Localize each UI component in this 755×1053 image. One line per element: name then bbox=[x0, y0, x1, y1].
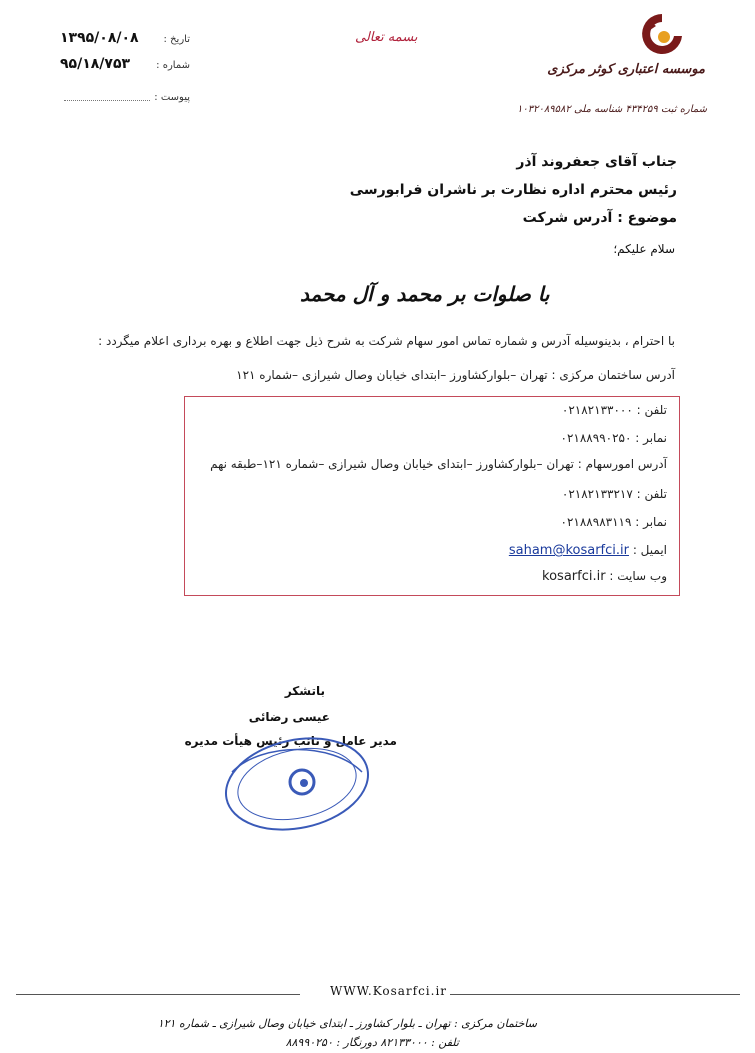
bismillah: بسمه تعالی bbox=[355, 30, 418, 45]
attachment-row bbox=[60, 90, 190, 108]
contact-box bbox=[184, 396, 680, 596]
hq-address: آدرس ساختمان مرکزی : تهران –بلوارکشاورز –ابتدای خیابان وصال شیرازی –شماره ۱۲۱ bbox=[236, 368, 675, 382]
footer-rule-right bbox=[450, 994, 740, 995]
thanks: باتشکر bbox=[284, 684, 325, 698]
footer-phones: تلفن : ۸۲۱۳۳۰۰۰ دورنگار : ۸۸۹۹۰۲۵۰ bbox=[285, 1036, 459, 1049]
footer-address: ساختمان مرکزی : تهران ـ بلوار کشاورز ـ ابتدای خیابان وصال شیرازی ـ شماره ۱۲۱ bbox=[157, 1017, 537, 1030]
addressee-title: رئیس محترم اداره نظارت بر ناشران فرابورسی bbox=[349, 182, 677, 198]
subject: موضوع : آدرس شرکت bbox=[522, 210, 677, 226]
footer-rule-left bbox=[16, 994, 300, 995]
attachment-label: پیوست : bbox=[154, 92, 190, 103]
number-row bbox=[60, 58, 190, 76]
footer-url: WWW.Kosarfci.ir bbox=[330, 984, 448, 998]
intro-paragraph: با احترام ، بدینوسیله آدرس و شماره تماس امور سهام شرکت به شرح ذیل جهت اطلاع و بهره برداری اعلام میگردد : bbox=[98, 334, 675, 348]
salawat: با صلوات بر محمد و آل محمد bbox=[300, 282, 550, 306]
email-link[interactable]: saham@kosarfci.ir bbox=[508, 543, 629, 558]
website-text: kosarfci.ir bbox=[542, 569, 606, 584]
date-label: تاریخ : bbox=[163, 34, 190, 45]
website-label: وب سایت : bbox=[609, 569, 667, 583]
phone-2: تلفن : ۰۲۱۸۲۱۳۳۲۱۷ bbox=[561, 487, 667, 501]
fax-1: نمابر : ۰۲۱۸۸۹۹۰۲۵۰ bbox=[560, 431, 667, 445]
phone-1: تلفن : ۰۲۱۸۲۱۳۳۰۰۰ bbox=[561, 403, 667, 417]
greeting: سلام علیکم؛ bbox=[613, 242, 675, 256]
fax-2: نمابر : ۰۲۱۸۸۹۸۳۱۱۹ bbox=[560, 515, 667, 529]
email-label: ایمیل : bbox=[632, 543, 667, 557]
logo-name: موسسه اعتباری کوثر مرکزی bbox=[547, 62, 705, 77]
signer-title: مدیر عامل و نائب رئیس هیأت مدیره bbox=[184, 734, 397, 748]
registration-line: شماره ثبت ۴۳۴۲۵۹ شناسه ملی ۱۰۳۲۰۸۹۵۸۲ bbox=[517, 104, 707, 115]
company-logo bbox=[638, 10, 686, 58]
email-row bbox=[509, 543, 667, 558]
attachment-dots bbox=[64, 100, 150, 101]
addressee-name: جناب آقای جعفروند آذر bbox=[516, 154, 677, 170]
number-label: شماره : bbox=[156, 60, 190, 71]
company-stamp bbox=[222, 732, 372, 832]
signer-name: عیسی رضائی bbox=[248, 710, 330, 724]
number-value: ۹۵/۱۸/۷۵۳ bbox=[60, 56, 131, 72]
website-row bbox=[542, 569, 667, 584]
date-value: ۱۳۹۵/۰۸/۰۸ bbox=[60, 30, 139, 46]
date-row bbox=[60, 32, 190, 50]
shares-address: آدرس امورسهام : تهران –بلوارکشاورز –ابتدای خیابان وصال شیرازی –شماره ۱۲۱–طبقه نهم bbox=[210, 457, 667, 471]
